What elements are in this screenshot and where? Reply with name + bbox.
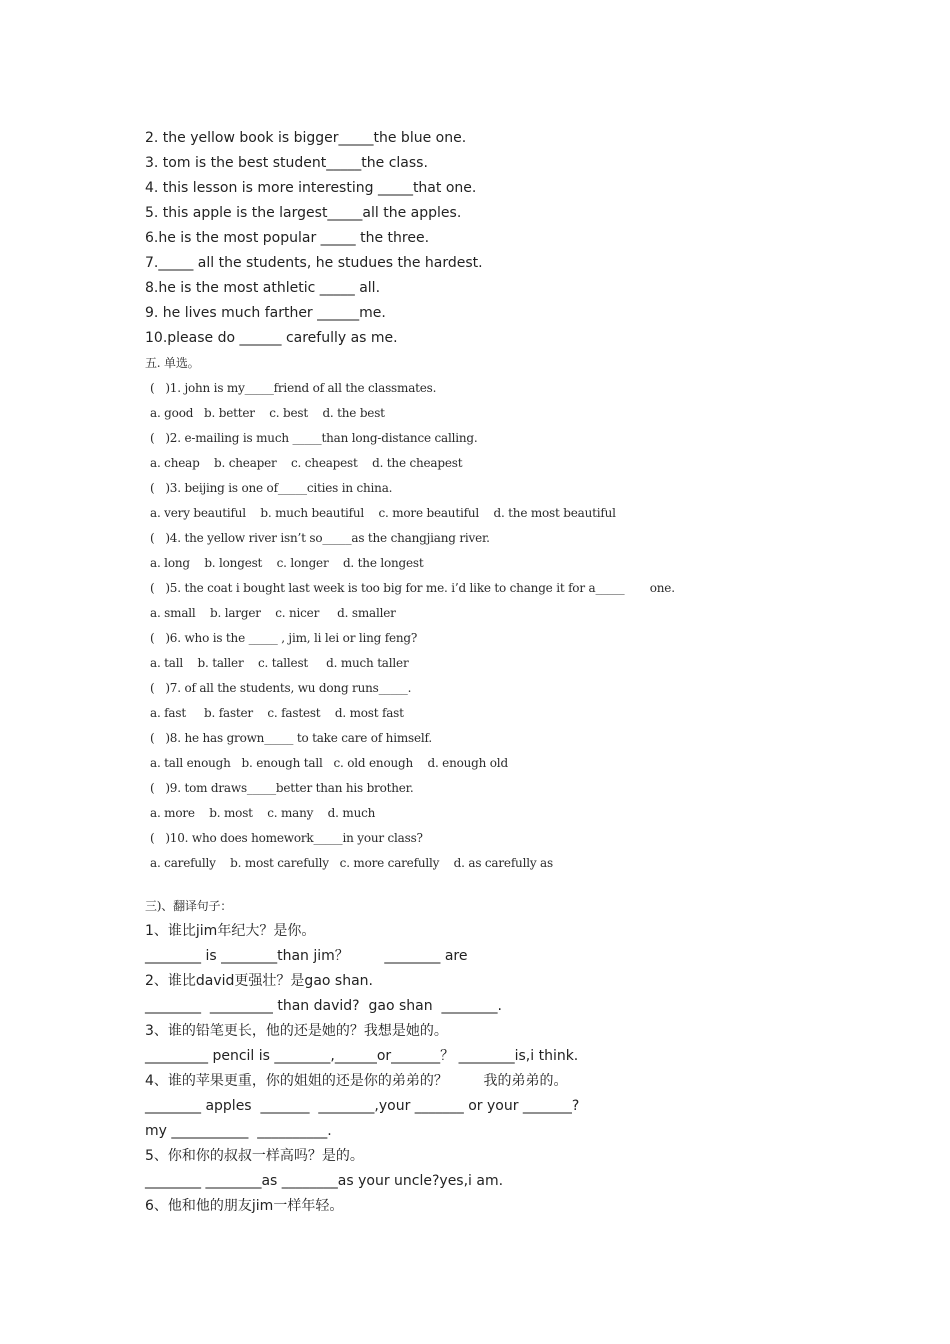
- mcq-question-9: ( )9. tom draws_____better than his brother.: [150, 781, 414, 795]
- mcq-options-2: a. cheap b. cheaper c. cheapest d. the cheapest: [150, 456, 463, 470]
- mcq-question-3: ( )3. beijing is one of_____cities in china.: [150, 481, 393, 495]
- fill-in-item-9: 9. he lives much farther ______me.: [145, 305, 386, 321]
- fill-in-section: [145, 126, 865, 351]
- fill-in-item-6: 6.he is the most popular _____ the three.: [145, 230, 430, 246]
- fill-in-item-4: 4. this lesson is more interesting _____that one.: [145, 180, 477, 196]
- section-spacer: [145, 876, 865, 894]
- translate-prompt-4: 4、谁的苹果更重，你的姐姐的还是你的弟弟的？ 我的弟弟的。: [145, 1073, 568, 1089]
- translate-answer-4a: ________ apples _______ ________,your _______ or your _______?: [145, 1098, 580, 1114]
- mcq-options-9: a. more b. most c. many d. much: [150, 806, 376, 820]
- translate-prompt-1: 1、谁比jim年纪大？是你。: [145, 923, 316, 939]
- fill-in-item-2: 2. the yellow book is bigger_____the blue one.: [145, 130, 467, 146]
- mcq-options-8: a. tall enough b. enough tall c. old enough d. enough old: [150, 756, 508, 770]
- mcq-options-4: a. long b. longest c. longer d. the longest: [150, 556, 424, 570]
- fill-in-item-10: 10.please do ______ carefully as me.: [145, 330, 398, 346]
- mcq-question-4: ( )4. the yellow river isn’t so_____as the changjiang river.: [150, 531, 490, 545]
- fill-in-item-7: 7._____ all the students, he studues the hardest.: [145, 255, 483, 271]
- multiple-choice-section: [145, 376, 865, 876]
- mcq-question-5: ( )5. the coat i bought last week is too big for me. i’d like to change it for a_____ one.: [150, 581, 675, 595]
- translate-answer-4b: my ___________ __________.: [145, 1123, 332, 1139]
- translate-answer-3: _________ pencil is ________,______or_______？ ________is,i think.: [145, 1048, 579, 1064]
- mcq-question-8: ( )8. he has grown_____ to take care of himself.: [150, 731, 432, 745]
- mcq-options-6: a. tall b. taller c. tallest d. much taller: [150, 656, 409, 670]
- section-3-title: 三)、翻译句子：: [145, 899, 233, 913]
- fill-in-item-3: 3. tom is the best student_____the class.: [145, 155, 428, 171]
- translate-prompt-6: 6、他和他的朋友jim一样年轻。: [145, 1198, 344, 1214]
- mcq-question-6: ( )6. who is the _____ , jim, li lei or ling feng?: [150, 631, 418, 645]
- translate-prompt-3: 3、谁的铅笔更长，他的还是她的？我想是她的。: [145, 1023, 448, 1039]
- mcq-question-1: ( )1. john is my_____friend of all the classmates.: [150, 381, 437, 395]
- worksheet-page: [145, 126, 865, 1219]
- mcq-options-1: a. good b. better c. best d. the best: [150, 406, 385, 420]
- mcq-options-7: a. fast b. faster c. fastest d. most fast: [150, 706, 404, 720]
- translate-answer-5: ________ ________as ________as your uncle?yes,i am.: [145, 1173, 504, 1189]
- mcq-question-10: ( )10. who does homework_____in your class?: [150, 831, 423, 845]
- translate-answer-1: ________ is ________than jim？ ________ are: [145, 948, 468, 964]
- mcq-question-2: ( )2. e-mailing is much _____than long-distance calling.: [150, 431, 478, 445]
- mcq-question-7: ( )7. of all the students, wu dong runs_____.: [150, 681, 412, 695]
- mcq-options-10: a. carefully b. most carefully c. more carefully d. as carefully as: [150, 856, 553, 870]
- translation-section: [145, 919, 865, 1219]
- mcq-options-5: a. small b. larger c. nicer d. smaller: [150, 606, 396, 620]
- fill-in-item-8: 8.he is the most athletic _____ all.: [145, 280, 381, 296]
- section-5-title: 五. 单选。: [145, 356, 200, 370]
- mcq-options-3: a. very beautiful b. much beautiful c. more beautiful d. the most beautiful: [150, 506, 616, 520]
- fill-in-item-5: 5. this apple is the largest_____all the apples.: [145, 205, 462, 221]
- translate-prompt-2: 2、谁比david更强壮？是gao shan.: [145, 973, 373, 989]
- translate-answer-2: ________ _________ than david? gao shan ________.: [145, 998, 502, 1014]
- translate-prompt-5: 5、你和你的叔叔一样高吗？是的。: [145, 1148, 364, 1164]
